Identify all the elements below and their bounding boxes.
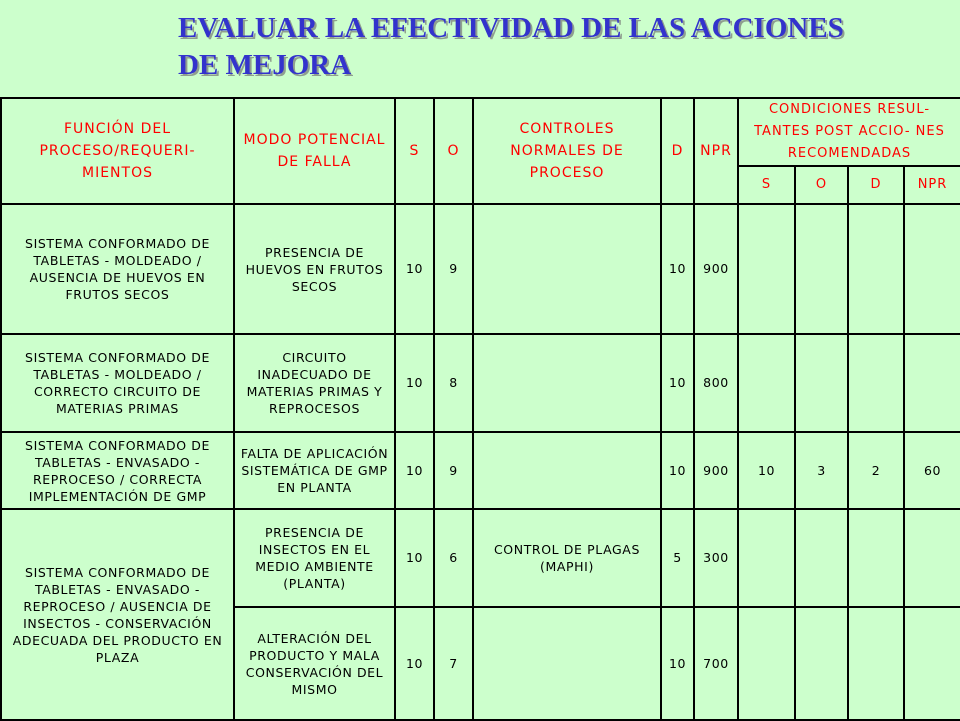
cell-funcion: SISTEMA CONFORMADO DE TABLETAS - MOLDEADO / AUSENCIA DE HUEVOS EN FRUTOS SECOS [1,204,234,334]
cell-o: 8 [434,334,473,432]
cell-controles [473,607,661,720]
cell-controles [473,204,661,334]
header-modo: MODO POTENCIAL DE FALLA [234,98,395,204]
cell-post-o [795,509,848,607]
cell-post-d [848,334,904,432]
cell-post-s [738,509,795,607]
cell-d: 10 [661,432,694,509]
cell-o: 7 [434,607,473,720]
page-title [178,10,938,84]
page-title-line-1: EVALUAR LA EFECTIVIDAD DE LAS ACCIONES [178,12,844,44]
header-npr: NPR [694,98,738,204]
cell-post-s [738,607,795,720]
cell-npr: 700 [694,607,738,720]
header-s: S [395,98,434,204]
cell-modo: FALTA DE APLICACIÓN SISTEMÁTICA DE GMP EN PLANTA [234,432,395,509]
cell-o: 9 [434,432,473,509]
cell-s: 10 [395,607,434,720]
page-title-line-2: DE MEJORA [178,49,352,81]
cell-post-d: 2 [848,432,904,509]
cell-post-npr [904,204,960,334]
fmea-table [0,97,960,721]
cell-npr: 300 [694,509,738,607]
header-post-d: D [848,166,904,204]
cell-post-npr [904,607,960,720]
cell-modo: PRESENCIA DE INSECTOS EN EL MEDIO AMBIENTE (PLANTA) [234,509,395,607]
cell-modo: ALTERACIÓN DEL PRODUCTO Y MALA CONSERVACIÓN DEL MISMO [234,607,395,720]
cell-d: 10 [661,334,694,432]
header-controles: CONTROLES NORMALES DE PROCESO [473,98,661,204]
cell-post-d [848,204,904,334]
cell-modo: CIRCUITO INADECUADO DE MATERIAS PRIMAS Y REPROCESOS [234,334,395,432]
cell-d: 5 [661,509,694,607]
cell-d: 10 [661,607,694,720]
cell-post-o [795,334,848,432]
cell-post-o [795,607,848,720]
cell-post-d [848,509,904,607]
cell-post-d [848,607,904,720]
cell-funcion: SISTEMA CONFORMADO DE TABLETAS - ENVASADO - REPROCESO / AUSENCIA DE INSECTOS - CONSERVACIÓN ADECUADA DEL PRODUCTO EN PLAZA [1,509,234,720]
cell-s: 10 [395,509,434,607]
cell-npr: 900 [694,432,738,509]
table-row [1,334,960,432]
cell-post-o [795,204,848,334]
header-condiciones: CONDICIONES RESUL- TANTES POST ACCIO- NES RECOMENDADAS [738,98,960,166]
header-post-s: S [738,166,795,204]
table-row [1,432,960,509]
cell-s: 10 [395,432,434,509]
cell-post-o: 3 [795,432,848,509]
cell-s: 10 [395,334,434,432]
cell-npr: 900 [694,204,738,334]
cell-post-npr [904,334,960,432]
cell-post-s [738,334,795,432]
header-post-o: O [795,166,848,204]
cell-post-s [738,204,795,334]
cell-funcion: SISTEMA CONFORMADO DE TABLETAS - MOLDEADO / CORRECTO CIRCUITO DE MATERIAS PRIMAS [1,334,234,432]
cell-post-npr: 60 [904,432,960,509]
cell-modo: PRESENCIA DE HUEVOS EN FRUTOS SECOS [234,204,395,334]
cell-funcion: SISTEMA CONFORMADO DE TABLETAS - ENVASADO - REPROCESO / CORRECTA IMPLEMENTACIÓN DE GMP [1,432,234,509]
cell-post-npr [904,509,960,607]
header-post-npr: NPR [904,166,960,204]
cell-s: 10 [395,204,434,334]
header-funcion: FUNCIÓN DEL PROCESO/REQUERI- MIENTOS [1,98,234,204]
header-d: D [661,98,694,204]
header-o: O [434,98,473,204]
table-row [1,204,960,334]
cell-post-s: 10 [738,432,795,509]
cell-o: 9 [434,204,473,334]
cell-controles: CONTROL DE PLAGAS (MAPHI) [473,509,661,607]
cell-d: 10 [661,204,694,334]
header-row [1,98,960,166]
cell-npr: 800 [694,334,738,432]
cell-o: 6 [434,509,473,607]
cell-controles [473,334,661,432]
cell-controles [473,432,661,509]
table-row [1,509,960,607]
